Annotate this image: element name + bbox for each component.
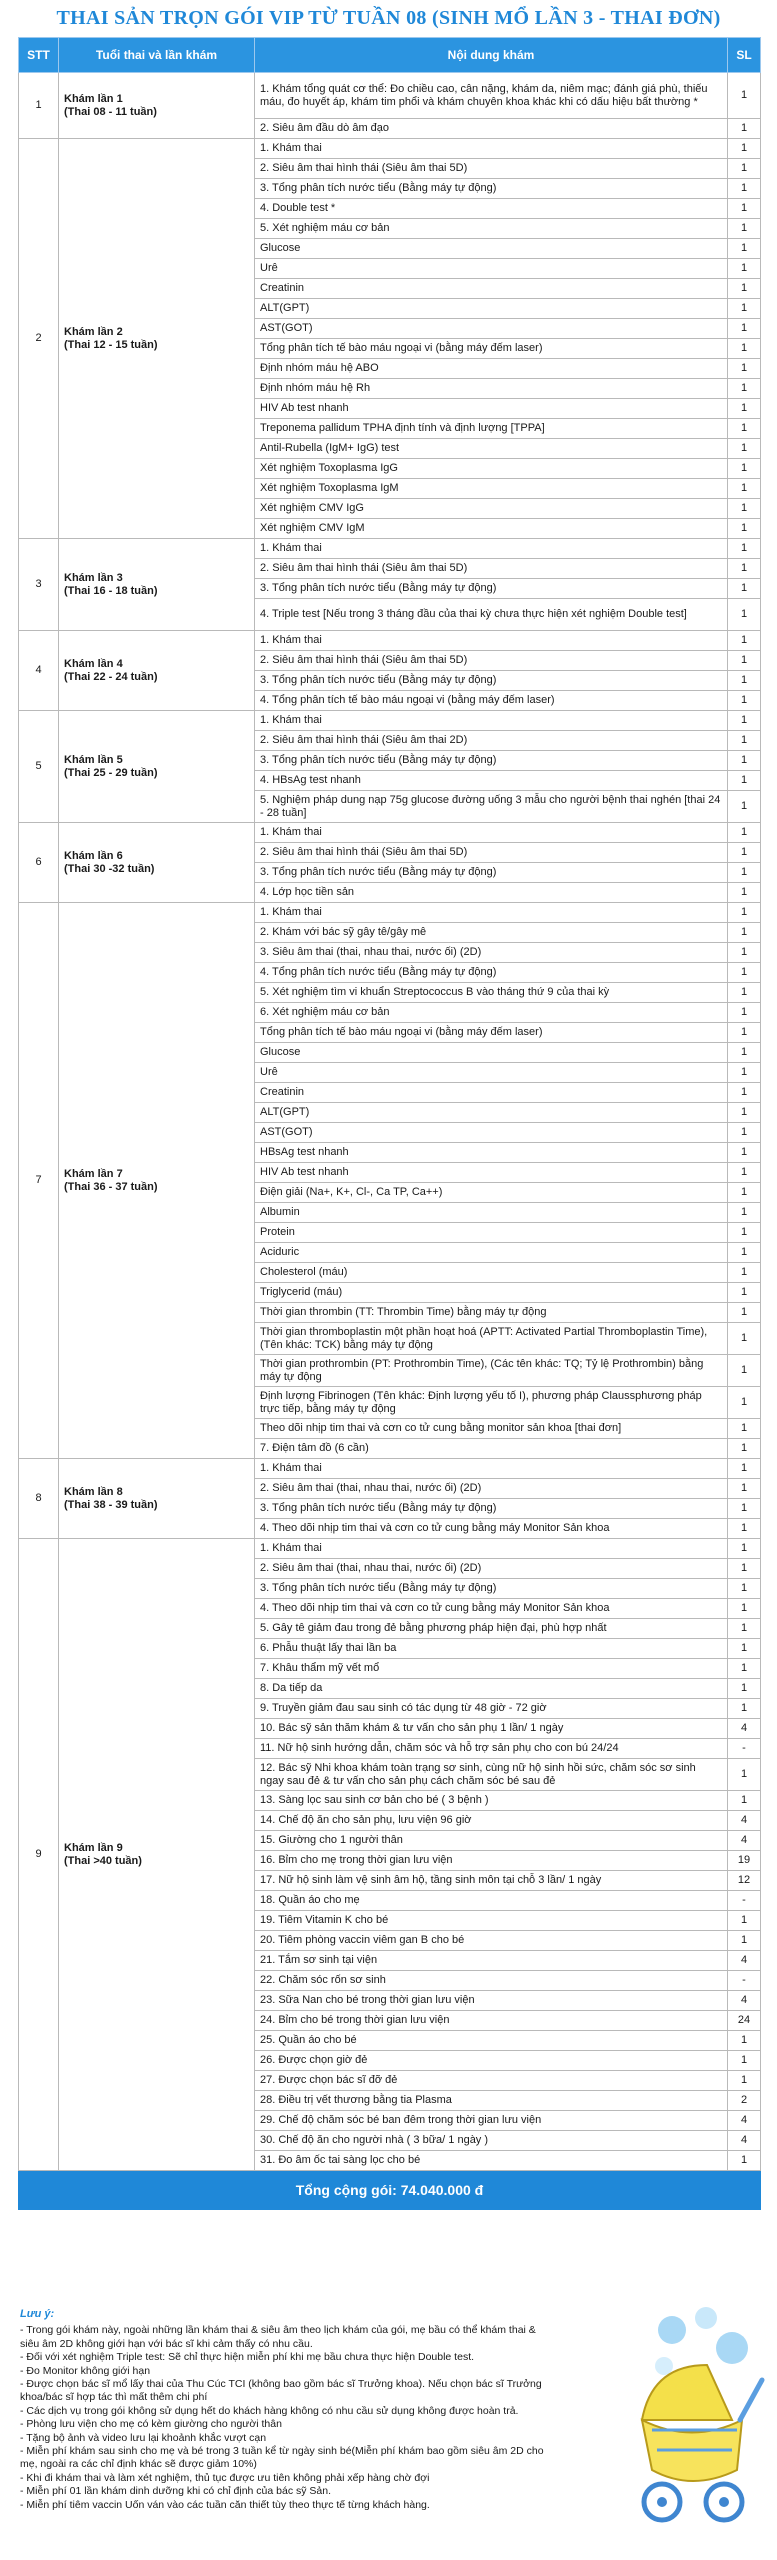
exam-quantity: 1 [728,863,761,883]
exam-quantity: 1 [728,479,761,499]
exam-quantity: 1 [728,419,761,439]
note-line: siêu âm 2D không giới hạn với bác sĩ khi cảm thấy có nhu cầu. [20,2337,313,2350]
exam-item: 30. Chế độ ăn cho người nhà ( 3 bữa/ 1 ngày ) [255,2131,728,2151]
exam-quantity: 1 [728,651,761,671]
exam-item: 24. Bỉm cho bé trong thời gian lưu viện [255,2011,728,2031]
notes-list [20,2324,640,2512]
exam-quantity: 1 [728,1619,761,1639]
exam-item: 10. Bác sỹ sản thăm khám & tư vấn cho sản phụ 1 lần/ 1 ngày [255,1719,728,1739]
exam-quantity: 1 [728,843,761,863]
exam-quantity: 1 [728,671,761,691]
note-line: - Đo Monitor không giới hạn [20,2364,151,2377]
exam-quantity: 1 [728,139,761,159]
exam-quantity: 1 [728,519,761,539]
exam-quantity: 1 [728,1323,761,1355]
note-line: - Miễn phí tiêm vaccin Uốn ván vào các tuần căn thiết tùy theo thực tế từng khách hàng. [20,2498,430,2511]
exam-item: 2. Siêu âm thai hình thái (Siêu âm thai 5D) [255,159,728,179]
exam-item: 2. Siêu âm thai hình thái (Siêu âm thai 2D) [255,731,728,751]
exam-quantity: 1 [728,1183,761,1203]
exam-quantity: 1 [728,2051,761,2071]
exam-item: 21. Tắm sơ sinh tại viện [255,1951,728,1971]
exam-item: 6. Xét nghiệm máu cơ bản [255,1003,728,1023]
exam-quantity: 1 [728,439,761,459]
exam-item: 1. Khám thai [255,1459,728,1479]
exam-item: HIV Ab test nhanh [255,399,728,419]
exam-item: Glucose [255,1043,728,1063]
package-table [18,37,761,2210]
exam-quantity: 1 [728,2071,761,2091]
exam-quantity: 1 [728,1459,761,1479]
exam-quantity: 1 [728,499,761,519]
table-row [19,823,761,843]
exam-quantity: 1 [728,279,761,299]
exam-quantity: 1 [728,459,761,479]
exam-quantity: - [728,1891,761,1911]
exam-item: 2. Siêu âm thai hình thái (Siêu âm thai 5D) [255,843,728,863]
note-line: - Phòng lưu viện cho mẹ có kèm giường cho người thân [20,2418,282,2431]
visit-label [59,139,255,539]
exam-item: 1. Khám thai [255,1539,728,1559]
exam-quantity: 1 [728,119,761,139]
exam-item: Điện giải (Na+, K+, Cl-, Ca TP, Ca++) [255,1183,728,1203]
exam-quantity: 4 [728,1951,761,1971]
exam-quantity: 1 [728,1263,761,1283]
baby-stroller-icon [642,2307,762,2520]
exam-item: Theo dõi nhịp tim thai và cơn co tử cung bằng monitor sản khoa [thai đơn] [255,1419,728,1439]
exam-item: 16. Bỉm cho mẹ trong thời gian lưu viện [255,1851,728,1871]
exam-quantity: 1 [728,883,761,903]
exam-quantity: 1 [728,73,761,119]
note-line: - Miễn phí 01 lần khám dinh dưỡng khi có chỉ định của bác sỹ Sản. [20,2485,332,2498]
exam-quantity: 1 [728,631,761,651]
exam-item: 5. Gây tê giảm đau trong đẻ bằng phương pháp hiện đại, phù hợp nhất [255,1619,728,1639]
table-row [19,1459,761,1479]
table-row [19,711,761,731]
visit-label [59,711,255,823]
exam-item: 14. Chế độ ăn cho sản phụ, lưu viện 96 giờ [255,1811,728,1831]
exam-quantity: 1 [728,1283,761,1303]
note-line: - Đối với xét nghiệm Triple test: Sẽ chỉ thực hiện miễn phí khi mẹ bầu chưa thực hiện Double test. [20,2351,475,2364]
exam-quantity: 1 [728,771,761,791]
exam-item: Aciduric [255,1243,728,1263]
exam-quantity: 1 [728,1699,761,1719]
total-price: Tổng cộng gói: 74.040.000 đ [19,2171,761,2210]
exam-item: Xét nghiệm Toxoplasma IgM [255,479,728,499]
exam-quantity: 1 [728,359,761,379]
exam-item: 4. Theo dõi nhịp tim thai và cơn co tử cung bằng máy Monitor Sản khoa [255,1519,728,1539]
total-row [19,2171,761,2210]
exam-quantity: 1 [728,1931,761,1951]
exam-item: 19. Tiêm Vitamin K cho bé [255,1911,728,1931]
exam-item: 3. Tổng phân tích nước tiểu (Bằng máy tự động) [255,751,728,771]
note-line: - Trong gói khám này, ngoài những lần khám thai & siêu âm theo lịch khám của gói, mẹ bầu có thể khám thai & [20,2324,536,2337]
exam-item: 3. Tổng phân tích nước tiểu (Bằng máy tự động) [255,579,728,599]
exam-item: 3. Siêu âm thai (thai, nhau thai, nước ối) (2D) [255,943,728,963]
visit-label [59,1459,255,1539]
table-body [19,73,761,2171]
exam-quantity: 4 [728,2131,761,2151]
exam-item: 4. Lớp học tiền sản [255,883,728,903]
exam-item: 4. Tổng phân tích nước tiểu (Bằng máy tự động) [255,963,728,983]
page-title: THAI SẢN TRỌN GÓI VIP TỪ TUẦN 08 (SINH MỔ LẦN 3 - THAI ĐƠN) [56,7,721,29]
exam-item: Định nhóm máu hệ Rh [255,379,728,399]
exam-item: 12. Bác sỹ Nhi khoa khám toàn trạng sơ sinh, cùng nữ hộ sinh hồi sức, chăm sóc sơ sinh ngay sau đẻ & tư vấn cho sản phụ cách chăm sóc bé sau đẻ [255,1759,728,1791]
exam-quantity: 1 [728,1163,761,1183]
exam-quantity: 1 [728,259,761,279]
exam-item: Albumin [255,1203,728,1223]
visit-week-range: (Thai >40 tuần) [64,1854,142,1867]
exam-item: 29. Chế độ chăm sóc bé ban đêm trong thời gian lưu viện [255,2111,728,2131]
exam-quantity: 1 [728,1599,761,1619]
visit-name: Khám lần 7 [64,1167,123,1180]
exam-quantity: 1 [728,199,761,219]
exam-item: Định lượng Fibrinogen (Tên khác: Định lượng yếu tố I), phương pháp Claussphương pháp trực tiếp, bằng máy tự động [255,1387,728,1419]
exam-quantity: 1 [728,1063,761,1083]
exam-quantity: 1 [728,923,761,943]
visit-week-range: (Thai 12 - 15 tuần) [64,338,158,351]
visit-number: 8 [19,1459,59,1539]
exam-item: 1. Khám thai [255,711,728,731]
exam-quantity: 1 [728,1303,761,1323]
exam-quantity: 1 [728,379,761,399]
exam-item: Tổng phân tích tế bào máu ngoại vi (bằng máy đếm laser) [255,339,728,359]
exam-quantity: 1 [728,1083,761,1103]
visit-name: Khám lần 2 [64,325,123,338]
exam-item: Cholesterol (máu) [255,1263,728,1283]
header-age: Tuổi thai và lần khám [59,38,255,73]
exam-quantity: 4 [728,2111,761,2131]
exam-item: 3. Tổng phân tích nước tiểu (Bằng máy tự động) [255,671,728,691]
exam-item: Triglycerid (máu) [255,1283,728,1303]
exam-quantity: 4 [728,1831,761,1851]
exam-quantity: 1 [728,1103,761,1123]
exam-item: 26. Được chọn giờ đẻ [255,2051,728,2071]
visit-number: 5 [19,711,59,823]
exam-item: ALT(GPT) [255,1103,728,1123]
exam-item: Protein [255,1223,728,1243]
exam-quantity: 1 [728,159,761,179]
exam-item: Creatinin [255,1083,728,1103]
exam-quantity: 1 [728,319,761,339]
exam-item: HIV Ab test nhanh [255,1163,728,1183]
exam-item: Glucose [255,239,728,259]
visit-name: Khám lần 8 [64,1485,123,1498]
exam-quantity: 1 [728,1911,761,1931]
exam-item: 1. Khám thai [255,539,728,559]
exam-quantity: 1 [728,1123,761,1143]
table-header-row [19,38,761,73]
exam-item: ALT(GPT) [255,299,728,319]
exam-item: 2. Siêu âm thai hình thái (Siêu âm thai 5D) [255,651,728,671]
exam-quantity: - [728,1739,761,1759]
exam-quantity: 1 [728,1355,761,1387]
notes-title: Lưu ý: [20,2308,55,2320]
exam-item: 1. Khám thai [255,903,728,923]
table-row [19,539,761,559]
visit-week-range: (Thai 25 - 29 tuần) [64,766,158,779]
exam-quantity: 1 [728,239,761,259]
exam-item: 5. Xét nghiệm máu cơ bản [255,219,728,239]
exam-item: 4. Tổng phân tích tế bào máu ngoại vi (bằng máy đếm laser) [255,691,728,711]
notes-section [20,2308,640,2512]
note-line: mẹ, ngoài ra các chỉ định khác sẽ được giảm 10%) [20,2458,257,2471]
exam-item: 27. Được chọn bác sĩ đỡ đẻ [255,2071,728,2091]
exam-quantity: 1 [728,1003,761,1023]
exam-quantity: 1 [728,1791,761,1811]
exam-quantity: 12 [728,1871,761,1891]
exam-quantity: 1 [728,903,761,923]
exam-quantity: 1 [728,1499,761,1519]
exam-item: 28. Điều trị vết thương bằng tia Plasma [255,2091,728,2111]
exam-item: 5. Xét nghiệm tìm vi khuẩn Streptococcus B vào tháng thứ 9 của thai kỳ [255,983,728,1003]
exam-item: 3. Tổng phân tích nước tiểu (Bằng máy tự động) [255,1579,728,1599]
exam-quantity: 24 [728,2011,761,2031]
exam-quantity: 1 [728,983,761,1003]
table-row [19,903,761,923]
exam-item: 7. Điện tâm đồ (6 cần) [255,1439,728,1459]
exam-quantity: 1 [728,1759,761,1791]
exam-item: 15. Giường cho 1 người thân [255,1831,728,1851]
exam-item: 9. Truyền giảm đau sau sinh có tác dụng từ 48 giờ - 72 giờ [255,1699,728,1719]
visit-label [59,823,255,903]
exam-quantity: 4 [728,1719,761,1739]
exam-quantity: 1 [728,731,761,751]
exam-item: 11. Nữ hộ sinh hướng dẫn, chăm sóc và hỗ trợ sản phụ cho con bú 24/24 [255,1739,728,1759]
visit-week-range: (Thai 22 - 24 tuần) [64,670,158,683]
exam-quantity: 19 [728,1851,761,1871]
exam-quantity: 1 [728,559,761,579]
exam-quantity: 1 [728,1559,761,1579]
exam-item: 8. Da tiếp da [255,1679,728,1699]
exam-quantity: 1 [728,1023,761,1043]
exam-quantity: 1 [728,579,761,599]
visit-name: Khám lần 3 [64,571,123,584]
exam-quantity: 1 [728,339,761,359]
exam-item: 3. Tổng phân tích nước tiểu (Bằng máy tự động) [255,863,728,883]
exam-quantity: 1 [728,711,761,731]
exam-quantity: 1 [728,1679,761,1699]
exam-item: Xét nghiệm CMV IgG [255,499,728,519]
exam-item: 4. Triple test [Nếu trong 3 tháng đầu của thai kỳ chưa thực hiện xét nghiệm Double test] [255,599,728,631]
visit-name: Khám lần 5 [64,753,123,766]
visit-number: 3 [19,539,59,631]
exam-item: 5. Nghiệm pháp dung nạp 75g glucose đường uống 3 mẫu cho người bệnh thai nghén [thai 24 - 28 tuần] [255,791,728,823]
exam-item: 1. Khám thai [255,139,728,159]
exam-quantity: 1 [728,299,761,319]
exam-quantity: 1 [728,1387,761,1419]
exam-quantity: 1 [728,963,761,983]
exam-item: 4. Theo dõi nhịp tim thai và cơn co tử cung bằng máy Monitor Sản khoa [255,1599,728,1619]
exam-item: Antil-Rubella (IgM+ IgG) test [255,439,728,459]
exam-item: 2. Siêu âm đầu dò âm đạo [255,119,728,139]
visit-week-range: (Thai 16 - 18 tuần) [64,584,158,597]
visit-name: Khám lần 4 [64,657,123,670]
table-row [19,73,761,119]
visit-week-range: (Thai 38 - 39 tuần) [64,1498,158,1511]
header-stt: STT [19,38,59,73]
exam-quantity: 1 [728,2151,761,2171]
exam-quantity: 1 [728,1439,761,1459]
note-line: - Được chọn bác sĩ mổ lấy thai của Thu Cúc TCI (không bao gồm bác sĩ Trưởng khoa). Nếu chọn bác sĩ Trưởng [20,2378,542,2391]
exam-item: AST(GOT) [255,1123,728,1143]
exam-quantity: 2 [728,2091,761,2111]
exam-quantity: 1 [728,1223,761,1243]
exam-quantity: 1 [728,1639,761,1659]
exam-quantity: 4 [728,1811,761,1831]
exam-quantity: 1 [728,751,761,771]
visit-name: Khám lần 6 [64,849,123,862]
exam-item: 3. Tổng phân tích nước tiểu (Bằng máy tự động) [255,1499,728,1519]
exam-item: AST(GOT) [255,319,728,339]
exam-item: 4. Double test * [255,199,728,219]
exam-quantity: 1 [728,1479,761,1499]
exam-item: 22. Chăm sóc rốn sơ sinh [255,1971,728,1991]
visit-week-range: (Thai 30 -32 tuần) [64,862,155,875]
visit-number: 4 [19,631,59,711]
visit-name: Khám lần 9 [64,1841,123,1854]
exam-item: 2. Siêu âm thai (thai, nhau thai, nước ối) (2D) [255,1479,728,1499]
visit-week-range: (Thai 36 - 37 tuần) [64,1180,158,1193]
exam-item: 7. Khâu thẩm mỹ vết mổ [255,1659,728,1679]
exam-quantity: 1 [728,399,761,419]
exam-quantity: 1 [728,219,761,239]
note-line: - Các dịch vụ trong gói không sử dụng hết do khách hàng không có nhu cầu sử dụng không được hoàn trả. [20,2404,519,2417]
exam-item: Xét nghiệm CMV IgM [255,519,728,539]
note-line: khoa/bác sĩ hợp tác thì mất thêm chi phí [20,2391,208,2404]
table-row [19,631,761,651]
visit-number: 6 [19,823,59,903]
exam-quantity: 1 [728,943,761,963]
exam-quantity: 1 [728,179,761,199]
exam-quantity: 1 [728,1519,761,1539]
exam-quantity: 1 [728,1659,761,1679]
visit-label [59,903,255,1459]
exam-quantity: - [728,1971,761,1991]
exam-item: 2. Khám với bác sỹ gây tê/gây mê [255,923,728,943]
exam-item: 13. Sàng lọc sau sinh cơ bản cho bé ( 3 bệnh ) [255,1791,728,1811]
exam-quantity: 1 [728,2031,761,2051]
exam-item: HBsAg test nhanh [255,1143,728,1163]
exam-quantity: 1 [728,1419,761,1439]
visit-label [59,631,255,711]
exam-item: Tổng phân tích tế bào máu ngoại vi (bằng máy đếm laser) [255,1023,728,1043]
exam-quantity: 1 [728,539,761,559]
exam-item: 25. Quần áo cho bé [255,2031,728,2051]
exam-item: Thời gian prothrombin (PT: Prothrombin Time), (Các tên khác: TQ; Tỷ lệ Prothrombin) bằng máy tự động [255,1355,728,1387]
exam-item: Xét nghiệm Toxoplasma IgG [255,459,728,479]
visit-week-range: (Thai 08 - 11 tuần) [64,105,157,118]
exam-quantity: 1 [728,691,761,711]
exam-quantity: 1 [728,1203,761,1223]
exam-item: Thời gian thrombin (TT: Thrombin Time) bằng máy tự động [255,1303,728,1323]
table-row [19,139,761,159]
exam-quantity: 1 [728,1579,761,1599]
exam-item: 6. Phẫu thuật lấy thai lần ba [255,1639,728,1659]
visit-number: 9 [19,1539,59,2171]
header-qty: SL [728,38,761,73]
exam-quantity: 1 [728,1539,761,1559]
exam-item: Treponema pallidum TPHA định tính và định lượng [TPPA] [255,419,728,439]
note-line: - Khi đi khám thai và làm xét nghiệm, thủ tục được ưu tiên không phải xếp hàng chờ đợi [20,2471,430,2484]
visit-name: Khám lần 1 [64,92,123,105]
exam-item: 2. Siêu âm thai hình thái (Siêu âm thai 5D) [255,559,728,579]
exam-item: Creatinin [255,279,728,299]
exam-item: 17. Nữ hộ sinh làm vệ sinh âm hộ, tầng sinh môn tại chỗ 3 lần/ 1 ngày [255,1871,728,1891]
exam-item: Thời gian thromboplastin một phần hoạt hoá (APTT: Activated Partial Thromboplastin Time), (Tên khác: TCK) bằng máy tự động [255,1323,728,1355]
baby-stroller-illustration [612,2270,772,2540]
exam-quantity: 4 [728,1991,761,2011]
exam-item: 18. Quần áo cho mẹ [255,1891,728,1911]
exam-item: Urê [255,259,728,279]
exam-item: Định nhóm máu hệ ABO [255,359,728,379]
table-row [19,1539,761,1559]
exam-item: 1. Khám tổng quát cơ thể: Đo chiều cao, cân nặng, khám da, niêm mạc; đánh giá phù, thiếu máu, đo huyết áp, khám tim phổi và khám chuyên khoa khác khi có dấu hiệu bất thường * [255,73,728,119]
exam-quantity: 1 [728,1243,761,1263]
note-line: - Tặng bộ ảnh và video lưu lại khoảnh khắc vượt cạn [20,2431,267,2444]
exam-item: 20. Tiêm phòng vaccin viêm gan B cho bé [255,1931,728,1951]
exam-item: 1. Khám thai [255,823,728,843]
exam-quantity: 1 [728,1143,761,1163]
exam-quantity: 1 [728,823,761,843]
exam-item: 2. Siêu âm thai (thai, nhau thai, nước ối) (2D) [255,1559,728,1579]
header-content: Nội dung khám [255,38,728,73]
exam-quantity: 1 [728,1043,761,1063]
exam-item: 1. Khám thai [255,631,728,651]
exam-item: 3. Tổng phân tích nước tiểu (Bằng máy tự động) [255,179,728,199]
exam-item: 31. Đo âm ốc tai sàng lọc cho bé [255,2151,728,2171]
exam-quantity: 1 [728,599,761,631]
visit-label [59,1539,255,2171]
exam-item: 4. HBsAg test nhanh [255,771,728,791]
exam-item: Urê [255,1063,728,1083]
visit-label [59,73,255,139]
exam-quantity: 1 [728,791,761,823]
visit-number: 1 [19,73,59,139]
note-line: - Miễn phí khám sau sinh cho mẹ và bé trong 3 tuần kể từ ngày sinh bé(Miễn phí khám bao gồm siêu âm 2D cho [20,2445,544,2458]
visit-number: 7 [19,903,59,1459]
exam-item: 23. Sữa Nan cho bé trong thời gian lưu viện [255,1991,728,2011]
visit-label [59,539,255,631]
visit-number: 2 [19,139,59,539]
